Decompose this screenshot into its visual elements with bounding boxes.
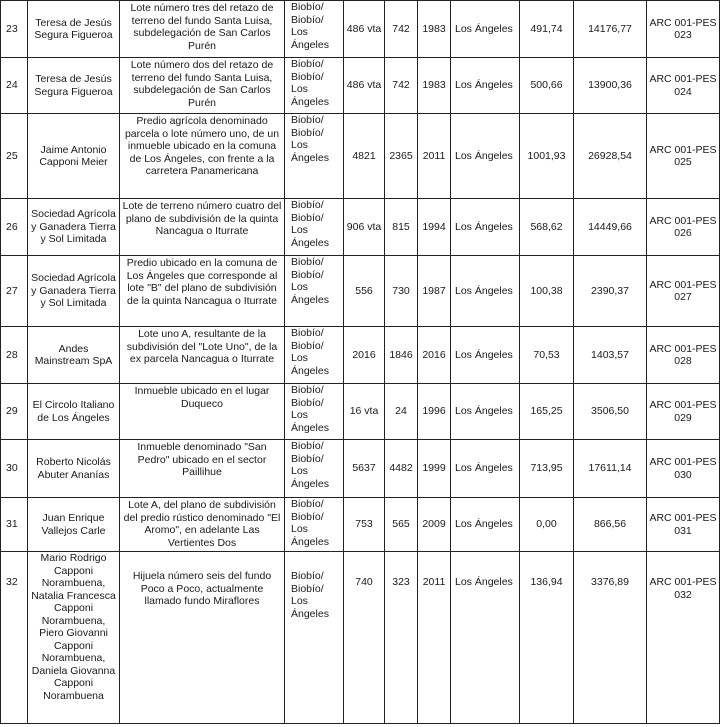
location: Biobío/ Biobío/ Los Ángeles bbox=[285, 327, 344, 384]
surface-area: 165,25 bbox=[520, 384, 574, 440]
table-row bbox=[1, 1, 720, 58]
row-number: 26 bbox=[1, 199, 28, 256]
amount: 26928,54 bbox=[574, 114, 647, 199]
amount: 3376,89 bbox=[574, 552, 647, 724]
reference-code: ARC 001-PES 027 bbox=[647, 256, 720, 327]
registry-office: Los Ángeles bbox=[451, 440, 520, 498]
amount: 3506,50 bbox=[574, 384, 647, 440]
surface-area: 568,62 bbox=[520, 199, 574, 256]
amount: 13900,36 bbox=[574, 58, 647, 114]
registry-number: 742 bbox=[385, 58, 418, 114]
owner-name: Teresa de Jesús Segura Figueroa bbox=[28, 58, 120, 114]
row-number: 28 bbox=[1, 327, 28, 384]
reference-code: ARC 001-PES 026 bbox=[647, 199, 720, 256]
row-number: 25 bbox=[1, 114, 28, 199]
registry-year: 2011 bbox=[418, 552, 451, 724]
registry-number: 730 bbox=[385, 256, 418, 327]
property-description: Predio ubicado en la comuna de Los Ángeles que corresponde al lote "B" del plano de subdivisión de la quinta Nancagua o Iturrate bbox=[120, 256, 285, 327]
fojas: 906 vta bbox=[344, 199, 385, 256]
property-description: Lote uno A, resultante de la subdivisión del "Lote Uno", de la ex parcela Nancagua o Iturrate bbox=[120, 327, 285, 384]
row-number: 29 bbox=[1, 384, 28, 440]
reference-code: ARC 001-PES 032 bbox=[647, 552, 720, 724]
registry-year: 1999 bbox=[418, 440, 451, 498]
location: Biobío/ Biobío/ Los Ángeles bbox=[285, 384, 344, 440]
owner-name: Juan Enrique Vallejos Carle bbox=[28, 498, 120, 552]
row-number: 31 bbox=[1, 498, 28, 552]
amount: 866,56 bbox=[574, 498, 647, 552]
registry-office: Los Ángeles bbox=[451, 199, 520, 256]
surface-area: 491,74 bbox=[520, 1, 574, 58]
owner-name: Jaime Antonio Capponi Meier bbox=[28, 114, 120, 199]
amount: 17611,14 bbox=[574, 440, 647, 498]
registry-number: 565 bbox=[385, 498, 418, 552]
fojas: 486 vta bbox=[344, 1, 385, 58]
location: Biobío/ Biobío/ Los Ángeles bbox=[285, 1, 344, 58]
reference-code: ARC 001-PES 023 bbox=[647, 1, 720, 58]
amount: 1403,57 bbox=[574, 327, 647, 384]
table-row bbox=[1, 58, 720, 114]
registry-number: 2365 bbox=[385, 114, 418, 199]
owner-name: Mario Rodrigo Capponi Norambuena, Natalia Francesca Capponi Norambuena, Piero Giovanni Capponi Norambuena, Daniela Giovanna Capponi Norambuena bbox=[28, 552, 120, 724]
registry-year: 2011 bbox=[418, 114, 451, 199]
registry-number: 323 bbox=[385, 552, 418, 724]
surface-area: 100,38 bbox=[520, 256, 574, 327]
table-row bbox=[1, 440, 720, 498]
table-row bbox=[1, 199, 720, 256]
registry-year: 2009 bbox=[418, 498, 451, 552]
owner-name: El Circolo Italiano de Los Ángeles bbox=[28, 384, 120, 440]
registry-year: 2016 bbox=[418, 327, 451, 384]
registry-office: Los Ángeles bbox=[451, 498, 520, 552]
table-row bbox=[1, 498, 720, 552]
fojas: 5637 bbox=[344, 440, 385, 498]
property-description: Lote de terreno número cuatro del plano de subdivisión de la quinta Nancagua o Iturrate bbox=[120, 199, 285, 256]
reference-code: ARC 001-PES 031 bbox=[647, 498, 720, 552]
owner-name: Teresa de Jesús Segura Figueroa bbox=[28, 1, 120, 58]
registry-office: Los Ángeles bbox=[451, 384, 520, 440]
table-row bbox=[1, 256, 720, 327]
location: Biobío/ Biobío/ Los Ángeles bbox=[285, 552, 344, 724]
registry-number: 4482 bbox=[385, 440, 418, 498]
registry-office: Los Ángeles bbox=[451, 327, 520, 384]
property-description: Inmueble denominado "San Pedro" ubicado en el sector Paillihue bbox=[120, 440, 285, 498]
registry-year: 1983 bbox=[418, 1, 451, 58]
property-description: Lote número dos del retazo de terreno del fundo Santa Luisa, subdelegación de San Carlos Purén bbox=[120, 58, 285, 114]
registry-office: Los Ángeles bbox=[451, 1, 520, 58]
fojas: 740 bbox=[344, 552, 385, 724]
property-description: Lote A, del plano de subdivisión del predio rústico denominado "El Aromo", en adelante Las Vertientes Dos bbox=[120, 498, 285, 552]
row-number: 30 bbox=[1, 440, 28, 498]
reference-code: ARC 001-PES 030 bbox=[647, 440, 720, 498]
table-row bbox=[1, 552, 720, 724]
property-description: Lote número tres del retazo de terreno del fundo Santa Luisa, subdelegación de San Carlos Purén bbox=[120, 1, 285, 58]
surface-area: 0,00 bbox=[520, 498, 574, 552]
registry-year: 1994 bbox=[418, 199, 451, 256]
surface-area: 70,53 bbox=[520, 327, 574, 384]
owner-name: Roberto Nicolás Abuter Ananías bbox=[28, 440, 120, 498]
registry-number: 742 bbox=[385, 1, 418, 58]
amount: 2390,37 bbox=[574, 256, 647, 327]
amount: 14449,66 bbox=[574, 199, 647, 256]
owner-name: Andes Mainstream SpA bbox=[28, 327, 120, 384]
location: Biobío/ Biobío/ Los Ángeles bbox=[285, 498, 344, 552]
reference-code: ARC 001-PES 028 bbox=[647, 327, 720, 384]
registry-year: 1987 bbox=[418, 256, 451, 327]
registry-number: 815 bbox=[385, 199, 418, 256]
row-number: 27 bbox=[1, 256, 28, 327]
owner-name: Sociedad Agrícola y Ganadera Tierra y Sol Limitada bbox=[28, 256, 120, 327]
registry-office: Los Ángeles bbox=[451, 552, 520, 724]
registry-year: 1996 bbox=[418, 384, 451, 440]
surface-area: 713,95 bbox=[520, 440, 574, 498]
property-description: Hijuela número seis del fundo Poco a Poco, actualmente llamado fundo Miraflores bbox=[120, 552, 285, 724]
row-number: 24 bbox=[1, 58, 28, 114]
amount: 14176,77 bbox=[574, 1, 647, 58]
property-description: Inmueble ubicado en el lugar Duqueco bbox=[120, 384, 285, 440]
table-row bbox=[1, 114, 720, 199]
location: Biobío/ Biobío/ Los Ángeles bbox=[285, 114, 344, 199]
registry-number: 24 bbox=[385, 384, 418, 440]
row-number: 23 bbox=[1, 1, 28, 58]
location: Biobío/ Biobío/ Los Ángeles bbox=[285, 199, 344, 256]
registry-year: 1983 bbox=[418, 58, 451, 114]
fojas: 16 vta bbox=[344, 384, 385, 440]
registry-office: Los Ángeles bbox=[451, 58, 520, 114]
registry-office: Los Ángeles bbox=[451, 114, 520, 199]
fojas: 753 bbox=[344, 498, 385, 552]
row-number: 32 bbox=[1, 552, 28, 724]
reference-code: ARC 001-PES 024 bbox=[647, 58, 720, 114]
location: Biobío/ Biobío/ Los Ángeles bbox=[285, 58, 344, 114]
property-description: Predio agrícola denominado parcela o lote número uno, de un inmueble ubicado en la comuna de Los Ángeles, con frente a la carretera Panamericana bbox=[120, 114, 285, 199]
fojas: 4821 bbox=[344, 114, 385, 199]
fojas: 556 bbox=[344, 256, 385, 327]
registry-number: 1846 bbox=[385, 327, 418, 384]
surface-area: 136,94 bbox=[520, 552, 574, 724]
location: Biobío/ Biobío/ Los Ángeles bbox=[285, 256, 344, 327]
reference-code: ARC 001-PES 025 bbox=[647, 114, 720, 199]
surface-area: 500,66 bbox=[520, 58, 574, 114]
reference-code: ARC 001-PES 029 bbox=[647, 384, 720, 440]
owner-name: Sociedad Agrícola y Ganadera Tierra y Sol Limitada bbox=[28, 199, 120, 256]
fojas: 2016 bbox=[344, 327, 385, 384]
registry-office: Los Ángeles bbox=[451, 256, 520, 327]
table-row bbox=[1, 384, 720, 440]
table-row bbox=[1, 327, 720, 384]
fojas: 486 vta bbox=[344, 58, 385, 114]
location: Biobío/ Biobío/ Los Ángeles bbox=[285, 440, 344, 498]
surface-area: 1001,93 bbox=[520, 114, 574, 199]
